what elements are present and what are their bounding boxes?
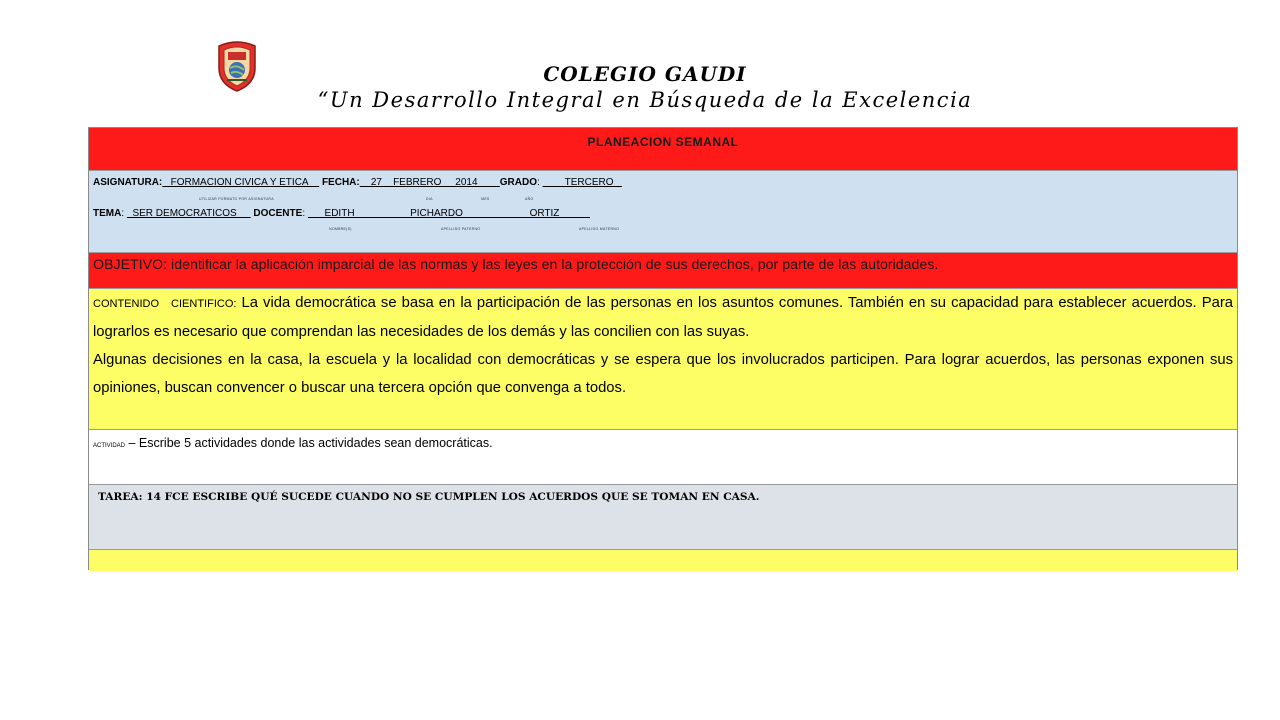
info-line-1: ASIGNATURA: FORMACION CIVICA Y ETICA FECHA: 27 FEBRERO 2014 GRADO: TERCERO bbox=[93, 177, 622, 188]
objetivo-text: OBJETIVO: identificar la aplicación imparcial de las normas y las leyes en la protección de sus derechos, por parte de las autoridades. bbox=[93, 257, 939, 273]
docente-value: EDITH PICHARDO ORTIZ bbox=[307, 208, 590, 219]
dia-hint: DIA bbox=[426, 197, 433, 201]
planning-sheet bbox=[88, 127, 1238, 570]
tarea-text: TAREA: 14 FCE ESCRIBE QUÉ SUCEDE CUANDO NO SE CUMPLEN LOS ACUERDOS QUE SE TOMAN EN CASA. bbox=[98, 491, 760, 503]
actividad-row bbox=[89, 430, 1237, 485]
mes-hint: MES bbox=[481, 197, 490, 201]
fecha-label: FECHA: bbox=[321, 177, 360, 188]
nombre-hint: NOMBRE(S) bbox=[329, 227, 352, 231]
tema-value: SER DEMOCRATICOS bbox=[126, 208, 251, 219]
empty-row bbox=[89, 550, 1237, 571]
contenido-paragraph-1: La vida democrática se basa en la participación de las personas en los asuntos comunes. También en su capacidad para establecer acuerdos. Para lograrlos es necesario que comprendan las necesidades de los demás y las concilien con las suyas. bbox=[93, 295, 1233, 340]
ano-hint: AÑO bbox=[525, 197, 534, 201]
paterno-hint: APELLIDO PATERNO bbox=[441, 227, 481, 231]
contenido-label: CONTENIDO CIENTIFICO: bbox=[93, 298, 237, 310]
fecha-value: 27 FEBRERO 2014 bbox=[359, 177, 500, 188]
actividad-description: – Escribe 5 actividades donde las actividades sean democráticas. bbox=[125, 436, 493, 450]
actividad-text bbox=[93, 436, 493, 450]
materno-hint: APELLIDO MATERNO bbox=[579, 227, 620, 231]
info-row bbox=[89, 171, 1237, 253]
contenido-paragraph-2: Algunas decisiones en la casa, la escuela y la localidad con democráticas y se espera que los involucrados participen. Para lograr acuerdos, las personas exponen sus opiniones, buscan convencer o buscar una tercera opción que convenga a todos. bbox=[93, 352, 1233, 396]
info-line-2: TEMA: SER DEMOCRATICOS DOCENTE: EDITH PICHARDO ORTIZ bbox=[93, 208, 590, 219]
objetivo-row bbox=[89, 253, 1237, 289]
grado-value: TERCERO bbox=[542, 177, 622, 188]
contenido-row bbox=[89, 289, 1237, 430]
tarea-row bbox=[89, 485, 1237, 550]
actividad-label: ACTIVIDAD bbox=[93, 443, 126, 449]
asignatura-hint: UTILIZAR FORMATO POR ASIGNATURA bbox=[199, 197, 274, 201]
sheet-title: PLANEACION SEMANAL bbox=[587, 135, 739, 149]
title-row bbox=[89, 128, 1237, 171]
asignatura-label: ASIGNATURA: bbox=[93, 177, 163, 188]
asignatura-value: FORMACION CIVICA Y ETICA bbox=[162, 177, 320, 188]
school-motto: “Un Desarrollo Integral en Búsqueda de la Excelencia bbox=[317, 88, 973, 112]
contenido-text bbox=[93, 289, 1233, 402]
tema-label: TEMA bbox=[93, 208, 122, 219]
docente-label: DOCENTE bbox=[253, 208, 303, 219]
grado-label: GRADO bbox=[499, 177, 538, 188]
school-name: COLEGIO GAUDI bbox=[543, 62, 747, 86]
